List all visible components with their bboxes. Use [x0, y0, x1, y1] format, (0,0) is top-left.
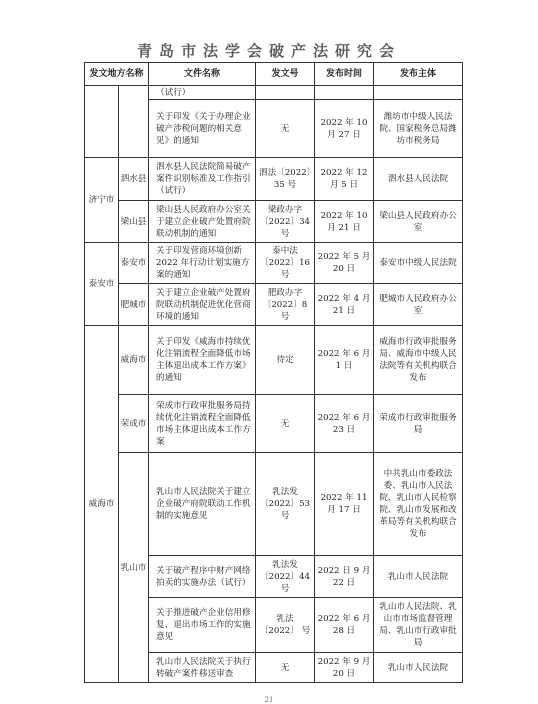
- publisher-cell: 泗水县人民法院: [374, 158, 463, 201]
- doc-name-cell: 乳山市人民法院关于建立企业破产府院联动工作机制的实施意见: [149, 453, 256, 556]
- publisher-cell: 荣成市行政审批服务局: [374, 395, 463, 453]
- table-row: [85, 284, 463, 326]
- doc-no-cell: 无: [256, 395, 315, 453]
- county-cell: 泰安市: [119, 243, 149, 284]
- table-row: [85, 395, 463, 453]
- publisher-cell: 潍坊市中级人民法院、国家税务总局潍坊市税务局: [374, 100, 463, 158]
- doc-no-cell: 无: [256, 100, 315, 158]
- date-cell: 2022 日 9 月 22 日: [315, 556, 374, 598]
- doc-name-cell: 关于印发营商环境创新2022 年行动计划实施方案的通知: [149, 243, 256, 284]
- doc-no-cell: [256, 86, 315, 100]
- doc-no-cell: 泰中法〔2022〕16 号: [256, 243, 315, 284]
- page-header-title: 青岛市法学会破产法研究会: [136, 42, 401, 60]
- doc-name-cell: 荣成市行政审批服务局持续优化注销流程全面降低市场主体退出成本工作方案: [149, 395, 256, 453]
- table-row: [85, 326, 463, 395]
- table-header-row: [85, 63, 463, 86]
- date-cell: [315, 86, 374, 100]
- date-cell: 2022 年 10 月 27 日: [315, 100, 374, 158]
- header-doc-no: 发文号: [256, 63, 315, 86]
- header-date: 发布时间: [315, 63, 374, 86]
- header-publisher: 发布主体: [374, 63, 463, 86]
- doc-no-cell: 泗法〔2022〕35 号: [256, 158, 315, 201]
- doc-no-cell: 乳法发〔2022〕53 号: [256, 453, 315, 556]
- county-cell-empty: [119, 86, 149, 158]
- doc-name-cell: 关于印发《关于办理企业破产涉税问题的相关意见》的通知: [149, 100, 256, 158]
- doc-no-cell: 乳法〔2022〕 号: [256, 598, 315, 653]
- city-cell: 济宁市: [85, 158, 119, 243]
- doc-name-cell: 梁山县人民政府办公室关于建立企业破产处置府院联动机制的通知: [149, 201, 256, 243]
- city-cell: 威海市: [85, 326, 119, 683]
- doc-no-cell: 乳法发〔2022〕44 号: [256, 556, 315, 598]
- doc-no-cell: 梁政办字〔2022〕34 号: [256, 201, 315, 243]
- header-doc-name: 文件名称: [149, 63, 256, 86]
- table-row: [85, 243, 463, 284]
- county-cell: 梁山县: [119, 201, 149, 243]
- publisher-cell: 梁山县人民政府办公室: [374, 201, 463, 243]
- date-cell: 2022 年 6 月 28 日: [315, 598, 374, 653]
- publisher-cell: 乳山市人民法院: [374, 653, 463, 683]
- publisher-cell: 威海市行政审批服务局、威海市中级人民法院等有关机构联合发布: [374, 326, 463, 395]
- date-cell: 2022 年 11 月 17 日: [315, 453, 374, 556]
- county-cell: 乳山市: [119, 453, 149, 683]
- table-row: [85, 158, 463, 201]
- publisher-cell: 乳山市人民法院、乳山市市场监督管理局、乳山市行政审批局: [374, 598, 463, 653]
- page-number: 21: [264, 696, 274, 704]
- doc-name-cell: 关于印发《威海市持续优化注销流程全面降低市场主体退出成本工作方案》的通知: [149, 326, 256, 395]
- doc-name-cell: （试行）: [149, 86, 256, 100]
- city-cell: 泰安市: [85, 243, 119, 326]
- county-cell: 威海市: [119, 326, 149, 395]
- date-cell: 2022 年 4 月 21 日: [315, 284, 374, 326]
- date-cell: 2022 年 6 月 1 日: [315, 326, 374, 395]
- publisher-cell: 中共乳山市委政法委、乳山市人民法院、乳山市人民检察院、乳山市发展和改革局等有关机构联合发布: [374, 453, 463, 556]
- date-cell: 2022 年 10 月 21 日: [315, 201, 374, 243]
- table-row: [85, 201, 463, 243]
- date-cell: 2022 年 6 月 23 日: [315, 395, 374, 453]
- county-cell: 荣成市: [119, 395, 149, 453]
- table-row: [85, 453, 463, 556]
- region-cell-empty: [85, 86, 119, 158]
- doc-no-cell: 待定: [256, 326, 315, 395]
- county-cell: 泗水县: [119, 158, 149, 201]
- date-cell: 2022 年 5 月 20 日: [315, 243, 374, 284]
- doc-no-cell: 无: [256, 653, 315, 683]
- doc-name-cell: 关于破产程序中财产网络拍卖的实施办法（试行）: [149, 556, 256, 598]
- document-table: [84, 62, 463, 683]
- publisher-cell: 泰安市中级人民法院: [374, 243, 463, 284]
- date-cell: 2022 年 12 月 5 日: [315, 158, 374, 201]
- publisher-cell: 乳山市人民法院: [374, 556, 463, 598]
- doc-no-cell: 肥政办字〔2022〕8 号: [256, 284, 315, 326]
- county-cell: 肥城市: [119, 284, 149, 326]
- header-region: 发文地方名称: [85, 63, 149, 86]
- doc-name-cell: 泗水县人民法院简易破产案件识别标准及工作指引（试行）: [149, 158, 256, 201]
- date-cell: 2022 年 9 月 20 日: [315, 653, 374, 683]
- doc-name-cell: 关于建立企业破产处置府院联动机制促进优化营商环境的通知: [149, 284, 256, 326]
- publisher-cell: 肥城市人民政府办公室: [374, 284, 463, 326]
- doc-name-cell: 乳山市人民法院关于执行转破产案件移送审查: [149, 653, 256, 683]
- doc-name-cell: 关于推进破产企业信用修复、退出市场工作的实施意见: [149, 598, 256, 653]
- publisher-cell: [374, 86, 463, 100]
- table-row: [85, 86, 463, 100]
